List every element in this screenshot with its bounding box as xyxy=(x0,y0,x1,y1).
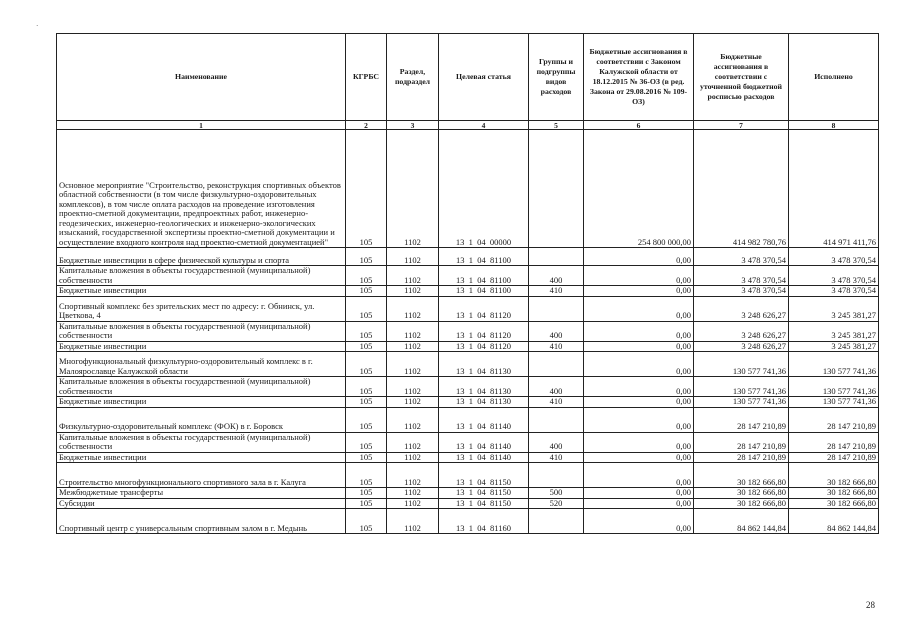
row-name: Капитальные вложения в объекты государственной (муниципальной) собственности xyxy=(57,266,346,286)
row-refined-amount: 3 248 626,27 xyxy=(694,341,789,352)
table-row xyxy=(57,452,879,463)
row-section: 1102 xyxy=(387,397,439,408)
row-refined-amount: 28 147 210,89 xyxy=(694,432,789,452)
row-name: Бюджетные инвестиции xyxy=(57,341,346,352)
row-law-amount: 0,00 xyxy=(584,321,694,341)
row-kgrbs: 105 xyxy=(346,321,387,341)
column-number: 7 xyxy=(694,121,789,130)
row-executed-amount: 3 478 370,54 xyxy=(789,248,879,266)
row-executed-amount: 28 147 210,89 xyxy=(789,407,879,432)
row-law-amount: 0,00 xyxy=(584,296,694,321)
table-row xyxy=(57,341,879,352)
row-group: 400 xyxy=(529,321,584,341)
row-group: 400 xyxy=(529,432,584,452)
header-target: Целевая статья xyxy=(439,34,529,121)
row-section: 1102 xyxy=(387,130,439,248)
header-law: Бюджетные ассигнования в соответствии с Законом Калужской области от 18.12.2015 № 36-ОЗ (в ред. Закона от 29.08.2016 № 109-ОЗ) xyxy=(584,34,694,121)
row-group xyxy=(529,407,584,432)
row-executed-amount: 130 577 741,36 xyxy=(789,397,879,408)
row-refined-amount: 130 577 741,36 xyxy=(694,397,789,408)
scan-mark: · xyxy=(36,22,39,30)
row-kgrbs: 105 xyxy=(346,432,387,452)
row-executed-amount: 28 147 210,89 xyxy=(789,432,879,452)
row-kgrbs: 105 xyxy=(346,377,387,397)
row-target: 13 1 04 81150 xyxy=(439,463,529,488)
row-group xyxy=(529,130,584,248)
row-target: 13 1 04 81150 xyxy=(439,498,529,509)
row-section: 1102 xyxy=(387,248,439,266)
row-refined-amount: 414 982 780,76 xyxy=(694,130,789,248)
row-law-amount: 0,00 xyxy=(584,463,694,488)
row-executed-amount: 84 862 144,84 xyxy=(789,509,879,534)
header-refined: Бюджетные ассигнования в соответствии с уточненной бюджетной росписью расходов xyxy=(694,34,789,121)
row-section: 1102 xyxy=(387,407,439,432)
row-kgrbs: 105 xyxy=(346,463,387,488)
table-row xyxy=(57,407,879,432)
table-row xyxy=(57,352,879,377)
row-section: 1102 xyxy=(387,377,439,397)
row-target: 13 1 04 81160 xyxy=(439,509,529,534)
table-row xyxy=(57,248,879,266)
row-executed-amount: 3 478 370,54 xyxy=(789,286,879,297)
column-number: 2 xyxy=(346,121,387,130)
row-kgrbs: 105 xyxy=(346,296,387,321)
row-group: 410 xyxy=(529,397,584,408)
row-group xyxy=(529,509,584,534)
row-law-amount: 0,00 xyxy=(584,248,694,266)
row-section: 1102 xyxy=(387,509,439,534)
row-refined-amount: 3 478 370,54 xyxy=(694,266,789,286)
row-target: 13 1 04 81120 xyxy=(439,341,529,352)
header-kgrbs: КГРБС xyxy=(346,34,387,121)
row-section: 1102 xyxy=(387,352,439,377)
row-law-amount: 0,00 xyxy=(584,498,694,509)
row-group xyxy=(529,248,584,266)
row-name: Физкультурно-оздоровительный комплекс (ФОК) в г. Боровск xyxy=(57,407,346,432)
row-executed-amount: 130 577 741,36 xyxy=(789,352,879,377)
table-row xyxy=(57,397,879,408)
row-section: 1102 xyxy=(387,286,439,297)
row-law-amount: 0,00 xyxy=(584,452,694,463)
header-row xyxy=(57,34,879,121)
row-name: Межбюджетные трансферты xyxy=(57,488,346,499)
row-kgrbs: 105 xyxy=(346,498,387,509)
row-section: 1102 xyxy=(387,341,439,352)
row-target: 13 1 04 81120 xyxy=(439,296,529,321)
row-refined-amount: 3 248 626,27 xyxy=(694,296,789,321)
row-name: Бюджетные инвестиции xyxy=(57,452,346,463)
table-row xyxy=(57,498,879,509)
row-group: 400 xyxy=(529,266,584,286)
row-section: 1102 xyxy=(387,266,439,286)
table-row xyxy=(57,286,879,297)
row-kgrbs: 105 xyxy=(346,509,387,534)
row-name: Субсидии xyxy=(57,498,346,509)
row-section: 1102 xyxy=(387,463,439,488)
row-name: Спортивный центр с универсальным спортивным залом в г. Медынь xyxy=(57,509,346,534)
row-group: 520 xyxy=(529,498,584,509)
row-name: Капитальные вложения в объекты государственной (муниципальной) собственности xyxy=(57,432,346,452)
row-refined-amount: 28 147 210,89 xyxy=(694,407,789,432)
row-name: Бюджетные инвестиции в сфере физической культуры и спорта xyxy=(57,248,346,266)
row-refined-amount: 3 478 370,54 xyxy=(694,248,789,266)
row-target: 13 1 04 81120 xyxy=(439,321,529,341)
column-number: 5 xyxy=(529,121,584,130)
row-executed-amount: 3 245 381,27 xyxy=(789,341,879,352)
row-executed-amount: 3 245 381,27 xyxy=(789,296,879,321)
row-name: Бюджетные инвестиции xyxy=(57,286,346,297)
row-target: 13 1 04 00000 xyxy=(439,130,529,248)
header-executed: Исполнено xyxy=(789,34,879,121)
row-section: 1102 xyxy=(387,432,439,452)
row-section: 1102 xyxy=(387,488,439,499)
row-law-amount: 254 800 000,00 xyxy=(584,130,694,248)
row-law-amount: 0,00 xyxy=(584,377,694,397)
row-refined-amount: 130 577 741,36 xyxy=(694,377,789,397)
table-row xyxy=(57,463,879,488)
row-law-amount: 0,00 xyxy=(584,509,694,534)
row-target: 13 1 04 81140 xyxy=(439,452,529,463)
row-target: 13 1 04 81100 xyxy=(439,248,529,266)
column-number-row xyxy=(57,121,879,130)
row-section: 1102 xyxy=(387,452,439,463)
row-kgrbs: 105 xyxy=(346,286,387,297)
row-target: 13 1 04 81150 xyxy=(439,488,529,499)
row-target: 13 1 04 81100 xyxy=(439,266,529,286)
row-kgrbs: 105 xyxy=(346,407,387,432)
row-refined-amount: 3 478 370,54 xyxy=(694,286,789,297)
row-name: Бюджетные инвестиции xyxy=(57,397,346,408)
row-refined-amount: 30 182 666,80 xyxy=(694,498,789,509)
row-name: Основное мероприятие "Строительство, реконструкция спортивных объектов областной собственности (в том числе физкультурно-оздоровительных комплексов), в том числе оплата расходов на проведение изготовления проектно-сметной документации, предпроектных работ, инженерно-геодезических, инженерно-геологических и инженерно-экологических изысканий, государственной экспертизы проектно-сметной документации и осуществление входного контроля над проектно-сметной документацией" xyxy=(57,130,346,248)
row-group xyxy=(529,352,584,377)
header-section: Раздел, подраздел xyxy=(387,34,439,121)
row-group: 410 xyxy=(529,286,584,297)
row-target: 13 1 04 81130 xyxy=(439,352,529,377)
header-name: Наименование xyxy=(57,34,346,121)
table-row xyxy=(57,509,879,534)
row-name: Капитальные вложения в объекты государственной (муниципальной) собственности xyxy=(57,377,346,397)
row-refined-amount: 84 862 144,84 xyxy=(694,509,789,534)
row-executed-amount: 130 577 741,36 xyxy=(789,377,879,397)
row-law-amount: 0,00 xyxy=(584,352,694,377)
row-kgrbs: 105 xyxy=(346,130,387,248)
row-group: 410 xyxy=(529,341,584,352)
table-row xyxy=(57,377,879,397)
column-number: 4 xyxy=(439,121,529,130)
column-number: 1 xyxy=(57,121,346,130)
row-name: Спортивный комплекс без зрительских мест по адресу: г. Обнинск, ул. Цветкова, 4 xyxy=(57,296,346,321)
table-row xyxy=(57,321,879,341)
header-group: Группы и подгруппы видов расходов xyxy=(529,34,584,121)
row-executed-amount: 30 182 666,80 xyxy=(789,498,879,509)
row-kgrbs: 105 xyxy=(346,452,387,463)
row-kgrbs: 105 xyxy=(346,341,387,352)
row-section: 1102 xyxy=(387,321,439,341)
row-target: 13 1 04 81130 xyxy=(439,397,529,408)
row-kgrbs: 105 xyxy=(346,266,387,286)
row-law-amount: 0,00 xyxy=(584,286,694,297)
row-law-amount: 0,00 xyxy=(584,488,694,499)
row-name: Строительство многофункционального спортивного зала в г. Калуга xyxy=(57,463,346,488)
budget-table xyxy=(56,33,879,534)
row-kgrbs: 105 xyxy=(346,352,387,377)
row-law-amount: 0,00 xyxy=(584,266,694,286)
table-row xyxy=(57,296,879,321)
row-name: Многофункциональный физкультурно-оздоровительный комплекс в г. Малоярославце Калужской области xyxy=(57,352,346,377)
row-group: 410 xyxy=(529,452,584,463)
row-executed-amount: 28 147 210,89 xyxy=(789,452,879,463)
row-refined-amount: 30 182 666,80 xyxy=(694,488,789,499)
row-refined-amount: 3 248 626,27 xyxy=(694,321,789,341)
table-row xyxy=(57,130,879,248)
row-law-amount: 0,00 xyxy=(584,397,694,408)
table-row xyxy=(57,432,879,452)
row-kgrbs: 105 xyxy=(346,397,387,408)
row-kgrbs: 105 xyxy=(346,488,387,499)
row-target: 13 1 04 81130 xyxy=(439,377,529,397)
row-group xyxy=(529,463,584,488)
row-target: 13 1 04 81100 xyxy=(439,286,529,297)
row-law-amount: 0,00 xyxy=(584,432,694,452)
row-group xyxy=(529,296,584,321)
row-name: Капитальные вложения в объекты государственной (муниципальной) собственности xyxy=(57,321,346,341)
row-target: 13 1 04 81140 xyxy=(439,407,529,432)
row-executed-amount: 414 971 411,76 xyxy=(789,130,879,248)
row-section: 1102 xyxy=(387,498,439,509)
row-executed-amount: 30 182 666,80 xyxy=(789,463,879,488)
table-body xyxy=(57,130,879,534)
row-target: 13 1 04 81140 xyxy=(439,432,529,452)
row-refined-amount: 28 147 210,89 xyxy=(694,452,789,463)
row-refined-amount: 30 182 666,80 xyxy=(694,463,789,488)
row-executed-amount: 30 182 666,80 xyxy=(789,488,879,499)
table-row xyxy=(57,266,879,286)
column-number: 8 xyxy=(789,121,879,130)
row-executed-amount: 3 478 370,54 xyxy=(789,266,879,286)
row-kgrbs: 105 xyxy=(346,248,387,266)
row-executed-amount: 3 245 381,27 xyxy=(789,321,879,341)
page-number: 28 xyxy=(866,600,875,610)
row-refined-amount: 130 577 741,36 xyxy=(694,352,789,377)
column-number: 6 xyxy=(584,121,694,130)
row-group: 400 xyxy=(529,377,584,397)
row-law-amount: 0,00 xyxy=(584,407,694,432)
column-number: 3 xyxy=(387,121,439,130)
row-section: 1102 xyxy=(387,296,439,321)
row-law-amount: 0,00 xyxy=(584,341,694,352)
row-group: 500 xyxy=(529,488,584,499)
table-row xyxy=(57,488,879,499)
